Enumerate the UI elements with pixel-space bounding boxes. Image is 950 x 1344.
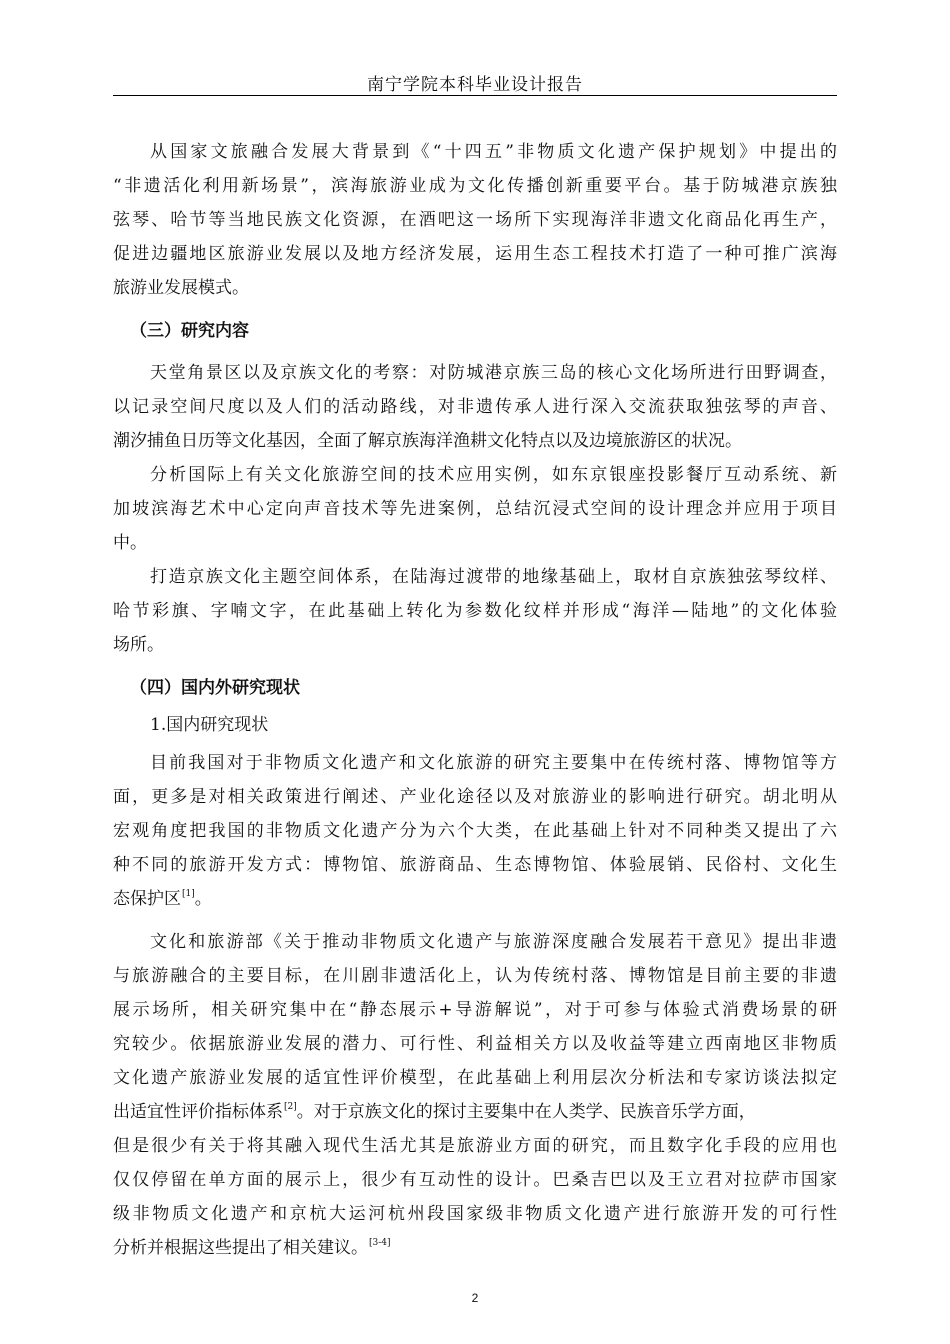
header-rule bbox=[113, 95, 837, 96]
page-number: 2 bbox=[471, 1291, 479, 1305]
line-text: 。对于京族文化的探讨主要集中在人类学、民族音乐学方面， bbox=[296, 1102, 756, 1122]
line-text: 态保护区 bbox=[113, 889, 181, 909]
paragraph-line bbox=[113, 1096, 837, 1128]
paragraph-line: 天堂角景区以及京族文化的考察：对防城港京族三岛的核心文化场所进行田野调查， bbox=[150, 363, 837, 383]
citation-ref: [2] bbox=[284, 1102, 297, 1112]
citation-ref: [3-4] bbox=[369, 1238, 391, 1248]
paragraph-line: 仅仅停留在单方面的展示上，很少有互动性的设计。巴桑吉巴以及王立君对拉萨市国家 bbox=[113, 1170, 837, 1190]
paragraph-line: 与旅游融合的主要目标，在川剧非遗活化上，认为传统村落、博物馆是目前主要的非遗 bbox=[113, 966, 837, 986]
paragraph-line: 分析国际上有关文化旅游空间的技术应用实例，如东京银座投影餐厅互动系统、新 bbox=[150, 465, 837, 485]
paragraph-line: 旅游业发展模式。 bbox=[113, 278, 249, 298]
paragraph-line: 打造京族文化主题空间体系，在陆海过渡带的地缘基础上，取材自京族独弦琴纹样、 bbox=[150, 567, 837, 587]
paragraph-line: 种不同的旅游开发方式：博物馆、旅游商品、生态博物馆、体验展销、民俗村、文化生 bbox=[113, 855, 837, 875]
paragraph-line: 宏观角度把我国的非物质文化遗产分为六个大类，在此基础上针对不同种类又提出了六 bbox=[113, 821, 837, 841]
paragraph-line bbox=[113, 883, 837, 915]
line-text: 出适宜性评价指标体系 bbox=[113, 1102, 283, 1122]
paragraph-line: 级非物质文化遗产和京杭大运河杭州段国家级非物质文化遗产进行旅游开发的可行性 bbox=[113, 1204, 837, 1224]
paragraph-line: 中。 bbox=[113, 533, 147, 553]
paragraph-line: 文化和旅游部《关于推动非物质文化遗产与旅游深度融合发展若干意见》提出非遗 bbox=[150, 932, 837, 952]
paragraph-line: 场所。 bbox=[113, 635, 164, 655]
paragraph-line: 以记录空间尺度以及人们的活动路线，对非遗传承人进行深入交流获取独弦琴的声音、 bbox=[113, 397, 837, 417]
running-header: 南宁学院本科毕业设计报告 bbox=[367, 75, 583, 95]
line-text: 分析并根据这些提出了相关建议。 bbox=[113, 1238, 368, 1258]
line-text: 。 bbox=[194, 889, 212, 909]
subsection-heading: 1.国内研究现状 bbox=[150, 715, 269, 735]
paragraph-line: 文化遗产旅游业发展的适宜性评价模型，在此基础上利用层次分析法和专家访谈法拟定 bbox=[113, 1068, 837, 1088]
paragraph-line: 但是很少有关于将其融入现代生活尤其是旅游业方面的研究，而且数字化手段的应用也 bbox=[113, 1136, 837, 1156]
paragraph-line: 促进边疆地区旅游业发展以及地方经济发展，运用生态工程技术打造了一种可推广滨海 bbox=[113, 244, 837, 264]
paragraph-line: 面，更多是对相关政策进行阐述、产业化途径以及对旅游业的影响进行研究。胡北明从 bbox=[113, 787, 837, 807]
paragraph-line: “非遗活化利用新场景”，滨海旅游业成为文化传播创新重要平台。基于防城港京族独 bbox=[113, 176, 837, 196]
paragraph-line bbox=[113, 1232, 837, 1264]
paragraph-line: 弦琴、哈节等当地民族文化资源，在酒吧这一场所下实现海洋非遗文化商品化再生产， bbox=[113, 210, 837, 230]
paragraph-line: 哈节彩旗、字喃文字，在此基础上转化为参数化纹样并形成“海洋—陆地”的文化体验 bbox=[113, 601, 837, 621]
paragraph-line: 加坡滨海艺术中心定向声音技术等先进案例，总结沉浸式空间的设计理念并应用于项目 bbox=[113, 499, 837, 519]
section-heading: （三）研究内容 bbox=[130, 321, 249, 341]
paragraph-line: 究较少。依据旅游业发展的潜力、可行性、利益相关方以及收益等建立西南地区非物质 bbox=[113, 1034, 837, 1054]
section-heading: （四）国内外研究现状 bbox=[130, 678, 300, 698]
paragraph-line: 潮汐捕鱼日历等文化基因，全面了解京族海洋渔耕文化特点以及边境旅游区的状况。 bbox=[113, 431, 742, 451]
paragraph-line: 从国家文旅融合发展大背景到《“十四五”非物质文化遗产保护规划》中提出的 bbox=[150, 142, 837, 162]
paragraph-line: 展示场所，相关研究集中在“静态展示+导游解说”，对于可参与体验式消费场景的研 bbox=[113, 1000, 837, 1020]
citation-ref: [1] bbox=[182, 889, 195, 899]
paragraph-line: 目前我国对于非物质文化遗产和文化旅游的研究主要集中在传统村落、博物馆等方 bbox=[150, 753, 837, 773]
